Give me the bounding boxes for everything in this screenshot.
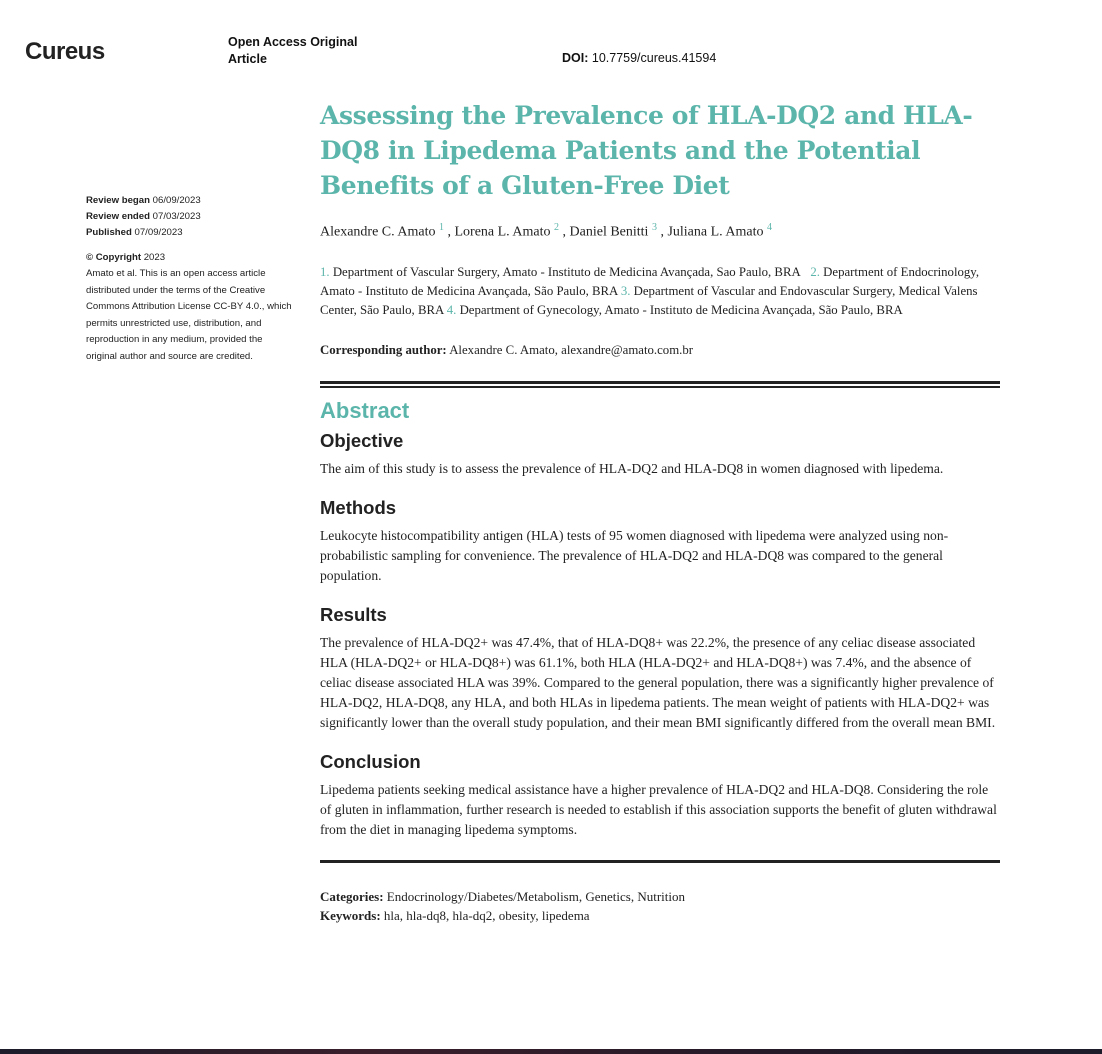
affil-4-text: Department of Gynecology, Amato - Instituto de Medicina Avançada, São Paulo, BRA <box>459 302 903 317</box>
review-ended-date: 07/03/2023 <box>152 211 201 222</box>
author-3[interactable]: Daniel Benitti <box>569 224 649 240</box>
author-list: Alexandre C. Amato $^1$ , Lorena L. Amato $^2$ , Daniel Benitti $^3$ , Juliana L. Amato $^4$ <box>320 222 772 240</box>
author-3-affil: 3 <box>651 222 657 233</box>
corresponding-author <box>320 341 1000 360</box>
categories <box>320 887 1000 906</box>
copyright <box>86 250 296 266</box>
results-text: The prevalence of HLA-DQ2+ was 47.4%, that of HLA-DQ8+ was 22.2%, the presence of any celiac disease associated HLA (HLA-DQ2+ or HLA-DQ8+) was 61.1%, both HLA (HLA-DQ2+ and HLA-DQ8+) was 7.4%, and the absence of celiac disease associated HLA was 39%. Compared to the general population, there was a significantly higher prevalence of HLA-DQ2, HLA-DQ8, any HLA, and both HLAs in lipedema patients. The mean weight of patients with HLA-DQ2+ was significantly lower than the overall study population, and their mean BMI significantly differed from the overall mean BMI. <box>320 634 996 730</box>
affil-1-text: Department of Vascular Surgery, Amato - Instituto de Medicina Avançada, Sao Paulo, BRA <box>332 264 801 279</box>
objective-heading: Objective <box>320 429 404 451</box>
article-main <box>320 98 1000 925</box>
affil-4-num: 4. <box>446 302 457 317</box>
categories-value: Endocrinology/Diabetes/Metabolism, Genetics, Nutrition <box>386 888 686 904</box>
affil-2-num: 2. <box>810 264 820 279</box>
divider-top <box>320 381 1000 388</box>
published-label: Published <box>86 227 132 238</box>
abstract-heading: Abstract <box>320 397 410 423</box>
affil-1-num: 1. <box>320 264 330 279</box>
author-4-affil: 4 <box>767 222 772 233</box>
article-title: Assessing the Prevalence of HLA-DQ2 and HLA-DQ8 in Lipedema Patients and the Potential Benefits of a Gluten-Free Diet <box>320 101 973 200</box>
author-2-affil: 2 <box>554 222 560 233</box>
conclusion-heading: Conclusion <box>320 750 421 772</box>
review-began-label: Review began <box>86 195 150 206</box>
objective-text: The aim of this study is to assess the prevalence of HLA-DQ2 and HLA-DQ8 in women diagnosed with lipedema. <box>320 460 944 476</box>
affil-3-num: 3. <box>620 283 631 298</box>
categories-label: Categories: <box>320 888 384 904</box>
author-1-affil: 1 <box>438 222 444 233</box>
copyright-year: 2023 <box>143 252 166 263</box>
bottom-edge-band <box>0 1049 1102 1054</box>
published-date: 07/09/2023 <box>134 227 183 238</box>
license-text: Amato et al. This is an open access article distributed under the terms of the Creative Commons Attribution License CC-BY 4.0., which permits unrestricted use, distribution, and reproduction in any medium, provided the original author and source are credited. <box>86 268 292 362</box>
review-began <box>86 193 296 209</box>
journal-logo: Cureus <box>25 38 105 65</box>
results-heading: Results <box>320 603 387 625</box>
conclusion-text: Lipedema patients seeking medical assistance have a higher prevalence of HLA-DQ2 and HLA-DQ8. Considering the role of gluten in inflammation, further research is needed to establish if this association supports the benefit of gluten withdrawal from the diet in managing lipedema symptoms. <box>320 781 997 837</box>
corresponding-label: Corresponding author: <box>320 342 447 357</box>
review-ended <box>86 209 296 225</box>
methods-heading: Methods <box>320 496 397 518</box>
author-1[interactable]: Alexandre C. Amato <box>320 224 436 240</box>
doi <box>562 51 716 65</box>
article-history-sidebar <box>86 193 296 365</box>
affil-2-text: Department of Endocrinology, Amato - Instituto de Medicina Avançada, São Paulo, BRA <box>320 264 980 298</box>
copyright-label: © Copyright <box>86 252 142 263</box>
review-ended-label: Review ended <box>86 211 150 222</box>
author-4[interactable]: Juliana L. Amato <box>667 224 764 240</box>
keywords <box>320 906 1000 925</box>
doi-label: DOI: <box>562 51 589 65</box>
affil-3-text: Department of Vascular and Endovascular Surgery, Medical Valens Center, São Paulo, BRA <box>320 283 978 317</box>
corresponding-value[interactable]: Alexandre C. Amato, alexandre@amato.com.br <box>449 342 694 357</box>
article-meta <box>320 887 1000 925</box>
methods-text: Leukocyte histocompatibility antigen (HLA) tests of 95 women diagnosed with lipedema were analyzed using non-probabilistic sampling for convenience. The prevalence of HLA-DQ2 and HLA-DQ8 was compared to the general population. <box>320 527 949 583</box>
article-type: Open Access Original Article <box>228 35 358 66</box>
keywords-label: Keywords: <box>320 907 381 923</box>
affiliations <box>320 263 1000 320</box>
review-began-date: 06/09/2023 <box>152 195 201 206</box>
divider-bottom <box>320 860 1000 863</box>
doi-value[interactable]: 10.7759/cureus.41594 <box>591 51 717 65</box>
author-2[interactable]: Lorena L. Amato <box>454 224 551 240</box>
keywords-value: hla, hla-dq8, hla-dq2, obesity, lipedema <box>383 907 590 923</box>
published <box>86 225 296 241</box>
